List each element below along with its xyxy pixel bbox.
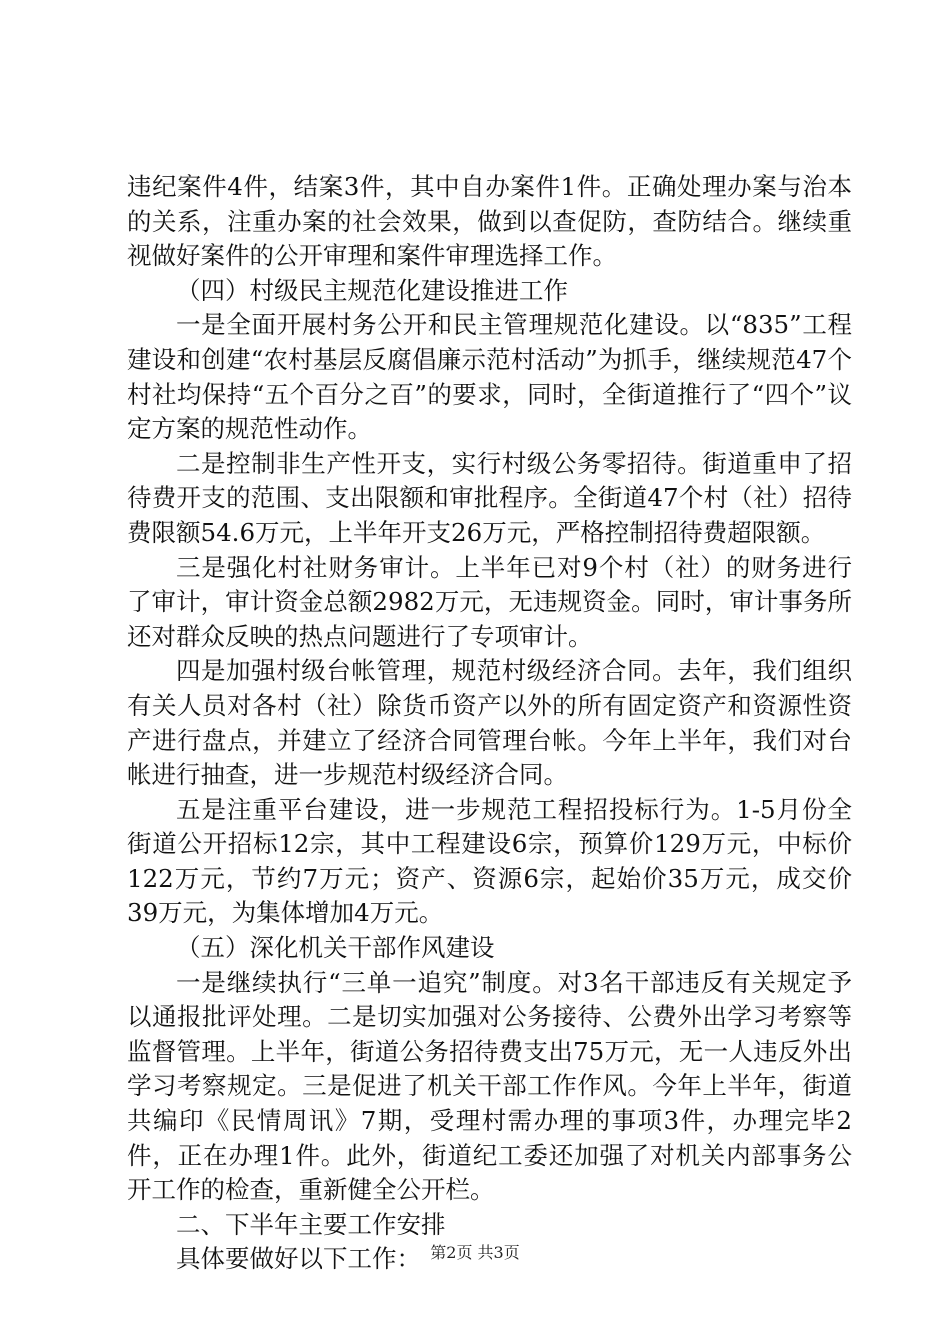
paragraph-ledger-management: 四是加强村级台帐管理，规范村级经济合同。去年，我们组织有关人员对各村（社）除货币资产以外的所有固定资产和资源性资产进行盘点，并建立了经济合同管理台帐。今年上半年，我们对台帐进行抽查，进一步规范村级经济合同。 [127, 656, 852, 790]
section-heading-5: （五）深化机关干部作风建设 [176, 933, 495, 963]
paragraph-village-affairs: 一是全面开展村务公开和民主管理规范化建设。以“835”工程建设和创建“农村基层反腐倡廉示范村活动”为抓手，继续规范47个村社均保持“五个百分之百”的要求，同时，全街道推行了“四个”议定方案的规范性动作。 [127, 310, 852, 444]
paragraph-case-summary: 违纪案件4件，结案3件，其中自办案件1件。正确处理办案与治本的关系，注重办案的社会效果，做到以查促防，查防结合。继续重视做好案件的公开审理和案件审理选择工作。 [127, 172, 852, 271]
page-number: 第2页 共3页 [430, 1243, 520, 1262]
section-heading-second-half: 二、下半年主要工作安排 [176, 1209, 446, 1239]
paragraph-expense-control: 二是控制非生产性开支，实行村级公务零招待。街道重申了招待费开支的范围、支出限额和审批程序。全街道47个村（社）招待费限额54.6万元，上半年开支26万元，严格控制招待费超限额。 [127, 448, 852, 547]
section-heading-4: （四）村级民主规范化建设推进工作 [176, 275, 568, 305]
paragraph-financial-audit: 三是强化村社财务审计。上半年已对9个村（社）的财务进行了审计，审计资金总额2982万元，无违规资金。同时，审计事务所还对群众反映的热点问题进行了专项审计。 [127, 552, 852, 651]
document-body [127, 170, 852, 1277]
paragraph-work-style: 一是继续执行“三单一追究”制度。对3名干部违反有关规定予以通报批评处理。二是切实加强对公务接待、公费外出学习考察等监督管理。上半年，街道公务招待费支出75万元，无一人违反外出学习考察规定。三是促进了机关干部工作作风。今年上半年，街道共编印《民情周讯》7期，受理村需办理的事项3件，办理完毕2件，正在办理1件。此外，街道纪工委还加强了对机关内部事务公开工作的检查，重新健全公开栏。 [127, 967, 852, 1205]
paragraph-tasks-intro: 具体要做好以下工作： [176, 1244, 421, 1274]
paragraph-bidding-platform: 五是注重平台建设，进一步规范工程招投标行为。1-5月份全街道公开招标12宗，其中工程建设6宗，预算价129万元，中标价122万元，节约7万元；资产、资源6宗，起始价35万元，成交价39万元，为集体增加4万元。 [127, 794, 852, 928]
